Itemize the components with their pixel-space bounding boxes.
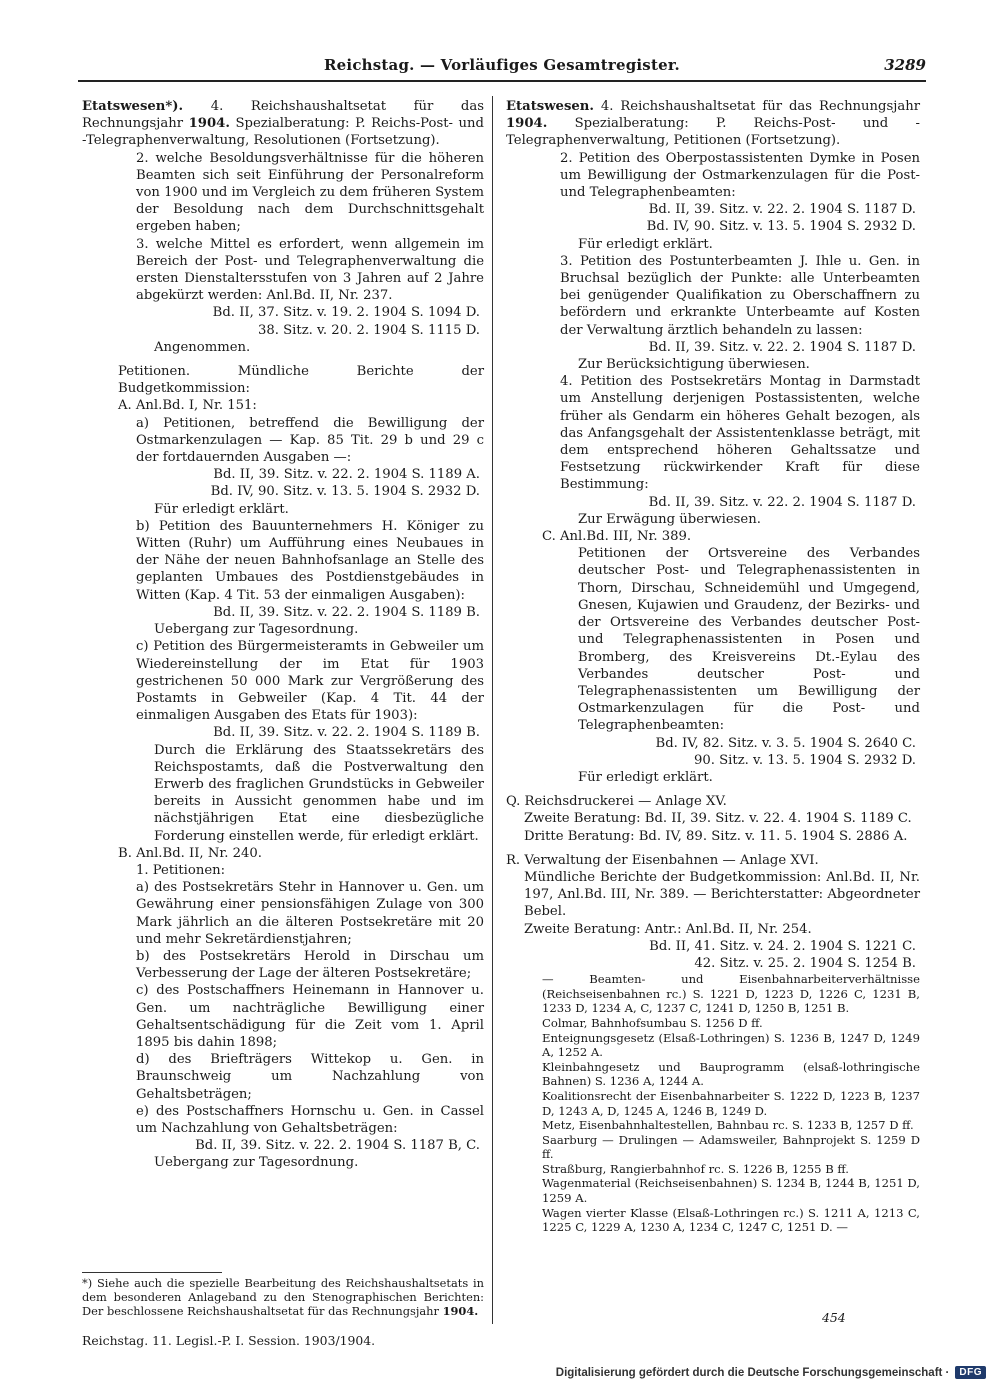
index-entry: Kleinbahngesetz und Bauprogramm (elsaß-lothringische Bahnen) S. 1236 A, 1244 A. — [542, 1059, 920, 1089]
digitization-banner — [0, 1362, 1000, 1383]
list-item: Mündliche Berichte der Budgetkommission: Anl.Bd. II, Nr. 197, Anl.Bd. III, Nr. 389. — Berichterstatter: Abgeordneter Bebel. — [524, 869, 920, 920]
list-item: e) des Postschaffners Hornschu u. Gen. in Cassel um Nachzahlung von Gehaltsbeträgen: — [136, 1103, 484, 1136]
page-number: 3289 — [884, 56, 926, 74]
list-item: Zweite Beratung: Antr.: Anl.Bd. II, Nr. 254. — [524, 921, 812, 937]
footer-imprint: Reichstag. 11. Legisl.-P. I. Session. 1903/1904. — [82, 1333, 376, 1348]
outcome: Für erledigt erklärt. — [578, 769, 713, 785]
section-r-heading: R. Verwaltung der Eisenbahnen — Anlage XVI. — [506, 852, 819, 868]
citation: 90. Sitz. v. 13. 5. 1904 S. 2932 D. — [693, 752, 916, 768]
citation: Bd. II, 39. Sitz. v. 22. 2. 1904 S. 1187 B, C. — [195, 1138, 480, 1154]
citation: 42. Sitz. v. 25. 2. 1904 S. 1254 B. — [694, 955, 916, 971]
subsection-heading: B. Anl.Bd. II, Nr. 240. — [118, 845, 262, 861]
outcome: Für erledigt erklärt. — [578, 236, 713, 252]
citation: Bd. II, 39. Sitz. v. 22. 2. 1904 S. 1187 D. — [648, 202, 916, 218]
citation: Bd. II, 39. Sitz. v. 22. 2. 1904 S. 1187 D. — [648, 494, 916, 510]
list-item: 3. welche Mittel es erfordert, wenn allgemein im Bereich der Post- und Telegraphenverwaltung die ersten Dienstaltersstufen von 3 Jahren auf 2 Jahre abgekürzt werden: Anl.Bd. II, Nr. 237. — [136, 236, 484, 304]
citation: Bd. II, 39. Sitz. v. 22. 2. 1904 S. 1187 D. — [648, 339, 916, 355]
running-title: Reichstag. — Vorläufiges Gesamtregister. — [324, 56, 680, 74]
citation: 38. Sitz. v. 20. 2. 1904 S. 1115 D. — [257, 322, 480, 338]
index-entry: — Beamten- und Eisenbahnarbeiterverhältnisse (Reichseisenbahnen rc.) S. 1221 D, 1223 D, 1226 C, 1231 B, 1233 D, 1234 A, C, 1237 C, 1241 D, 1250 B, 1251 B. — [542, 972, 920, 1016]
citation: Bd. II, 39. Sitz. v. 22. 2. 1904 S. 1189 B. — [213, 604, 480, 620]
column-divider — [492, 96, 493, 1324]
header-rule — [78, 80, 926, 82]
list-item: b) des Postsekretärs Herold in Dirschau um Verbesserung der Lage der älteren Postsekretäre; — [136, 948, 484, 982]
right-column — [506, 98, 920, 1235]
list-item: 1. Petitionen: — [136, 862, 226, 878]
list-item: 2. welche Besoldungsverhältnisse für die höheren Beamten sich seit Einführung der Personalreform von 1900 und im Vergleich zu dem früheren System der Besoldung nach dem Durchschnittsgehalt ergeben haben; — [136, 150, 484, 235]
index-entry: Colmar, Bahnhofsumbau S. 1256 D ff. — [542, 1015, 763, 1030]
subsection-heading: C. Anl.Bd. III, Nr. 389. — [542, 529, 692, 545]
outcome: Für erledigt erklärt. — [154, 501, 289, 517]
dfg-logo-icon: DFG — [955, 1366, 986, 1379]
index-entry: Koalitionsrecht der Eisenbahnarbeiter S. 1222 D, 1223 B, 1237 D, 1243 A, D, 1245 A, 1246 B, 1249 D. — [542, 1088, 920, 1118]
index-entry: Enteignungsgesetz (Elsaß-Lothringen) S. 1236 B, 1247 D, 1249 A, 1252 A. — [542, 1030, 920, 1060]
index-entry: Straßburg, Rangierbahnhof rc. S. 1226 B, 1255 B ff. — [542, 1161, 849, 1176]
index-entry: Wagen vierter Klasse (Elsaß-Lothringen rc.) S. 1211 A, 1213 C, 1225 C, 1229 A, 1230 A, 1234 C, 1247 C, 1251 D. — — [542, 1205, 920, 1235]
list-item: Zweite Beratung: Bd. II, 39. Sitz. v. 22. 4. 1904 S. 1189 C. — [524, 811, 912, 827]
list-item: c) des Postschaffners Heinemann in Hannover u. Gen. um nachträgliche Bewilligung einer Gehaltsentschädigung für die Zeit vom 1. April 1895 bis dahin 1898; — [136, 983, 484, 1050]
page-header — [78, 56, 926, 78]
list-item: Petitionen der Ortsvereine des Verbandes deutscher Post- und Telegraphenassistenten in Thorn, Dirschau, Schneidemühl und Umgegend, Gnesen, Kujawien und Graudenz, der Bezirks- und der Ortsvereine des Verbandes deutscher Post- und Telegraphenassistenten in Posen und Bromberg, des Kreisvereins Dt.-Eylau des Verbandes deutscher Post- und Telegraphenassistenten um Bewilligung der Ostmarkenzulagen für die Post- und Telegraphenbeamten: — [578, 546, 920, 734]
sheet-number: 454 — [822, 1310, 846, 1325]
list-item: d) des Briefträgers Wittekop u. Gen. in Braunschweig um Nachzahlung von Gehaltsbeträgen; — [136, 1052, 484, 1102]
list-item: a) des Postsekretärs Stehr in Hannover u. Gen. um Gewährung einer pensionsfähigen Zulage von 300 Mark jährlich an die älteren Postsekretäre mit 20 und mehr Sekretärdienstjahren; — [136, 880, 484, 947]
digitization-note: Digitalisierung gefördert durch die Deutsche Forschungsgemeinschaft · — [555, 1366, 950, 1379]
section-q-heading: Q. Reichsdruckerei — Anlage XV. — [506, 794, 727, 810]
citation: Bd. II, 37. Sitz. v. 19. 2. 1904 S. 1094 D. — [212, 305, 480, 321]
subsection-heading: A. Anl.Bd. I, Nr. 151: — [118, 398, 257, 414]
citation: Bd. II, 41. Sitz. v. 24. 2. 1904 S. 1221 C. — [649, 938, 916, 954]
index-entry: Wagenmaterial (Reichseisenbahnen) S. 1234 B, 1244 B, 1251 D, 1259 A. — [542, 1176, 920, 1206]
index-entry: Saarburg — Drulingen — Adamsweiler, Bahnprojekt S. 1259 D ff. — [542, 1132, 920, 1162]
index-entry: Metz, Eisenbahnhaltestellen, Bahnbau rc. S. 1233 B, 1257 D ff. — [542, 1118, 914, 1133]
citation: Bd. IV, 90. Sitz. v. 13. 5. 1904 S. 2932 D. — [210, 484, 480, 500]
citation: Bd. II, 39. Sitz. v. 22. 2. 1904 S. 1189 B. — [213, 725, 480, 741]
citation: Bd. IV, 82. Sitz. v. 3. 5. 1904 S. 2640 C. — [655, 735, 916, 751]
right-section-heading: Etatswesen. 4. Reichshaushaltsetat für das Rechnungsjahr 1904. Spezialberatung: P. Reichs-Post- und -Telegraphenverwaltung, Petitionen (Fortsetzung). — [506, 99, 920, 149]
list-item: 2. Petition des Oberpostassistenten Dymke in Posen um Bewilligung der Ostmarkenzulagen für die Post- und Telegraphenbeamten: — [560, 150, 920, 201]
list-item: 4. Petition des Postsekretärs Montag in Darmstadt um Anstellung derjenigen Postassistenten, welche früher als Gendarm ein höheres Gehalt bezogen, als das Anfangsgehalt der Assistentenklasse beträgt, mit dem entsprechend höheren Gehaltssatze und Festsetzung rückwirkender Kraft für diese Bestimmung: — [560, 374, 920, 493]
list-item: a) Petitionen, betreffend die Bewilligung der Ostmarkenzulagen — Kap. 85 Tit. 29 b und 29 c der fortdauernden Ausgaben —: — [136, 415, 484, 466]
outcome: Angenommen. — [154, 339, 251, 355]
citation: Bd. II, 39. Sitz. v. 22. 2. 1904 S. 1189 A. — [213, 467, 480, 483]
citation: Bd. IV, 90. Sitz. v. 13. 5. 1904 S. 2932 D. — [646, 219, 916, 235]
outcome: Uebergang zur Tagesordnung. — [154, 1155, 359, 1171]
left-column — [82, 98, 484, 1172]
list-item: Dritte Beratung: Bd. IV, 89. Sitz. v. 11. 5. 1904 S. 2886 A. — [524, 828, 908, 844]
outcome: Zur Berücksichtigung überwiesen. — [578, 357, 810, 373]
outcome: Durch die Erklärung des Staatssekretärs des Reichspostamts, daß die Postverwaltung den Erwerb des fraglichen Grundstücks in Gebweiler bereits in Aussicht genommen habe und im nächstjährigen Etat eine diesbezügliche Forderung einstellen werde, für erledigt erklärt. — [154, 742, 484, 844]
footnote-rule — [82, 1272, 222, 1273]
outcome: Uebergang zur Tagesordnung. — [154, 622, 359, 638]
list-item: 3. Petition des Postunterbeamten J. Ihle u. Gen. in Bruchsal bezüglich der Punkte: alle Unterbeamten bei genügender Qualifikation zu Oberschaffnern zu befördern und erkrankte Unterbeamte auf Kosten der Verwaltung ärztlich behandeln zu lassen: — [560, 253, 920, 338]
left-section-heading: Etatswesen*). 4. Reichshaushaltsetat für das Rechnungsjahr 1904. Spezialberatung: P. Reichs-Post- und -Telegraphenverwaltung, Resolutionen (Fortsetzung). — [82, 99, 484, 149]
subsection-heading: Petitionen. Mündliche Berichte der Budgetkommission: — [118, 364, 484, 397]
list-item: c) Petition des Bürgermeisteramts in Gebweiler um Wiedereinstellung der im Etat für 1903 gestrichenen 50 000 Mark zur Vergrößerung des Postamts in Gebweiler (Kap. 4 Tit. 44 der einmaligen Ausgaben des Etats für 1903): — [136, 639, 484, 724]
list-item: b) Petition des Bauunternehmers H. Königer zu Witten (Ruhr) um Aufführung eines Neubaues in der Nähe der neuen Bahnhofsanlage an Stelle des geplanten Umbaues des Postdienstgebäudes in Witten (Kap. 4 Tit. 53 der einmaligen Ausgaben): — [136, 518, 484, 603]
outcome: Zur Erwägung überwiesen. — [578, 511, 761, 527]
footnote: *) Siehe auch die spezielle Bearbeitung des Reichshaushaltsetats in dem besonderen Anlageband zu den Stenographischen Berichten: Der beschlossene Reichshaushaltsetat für das Rechnungsjahr 1904. — [82, 1276, 484, 1318]
